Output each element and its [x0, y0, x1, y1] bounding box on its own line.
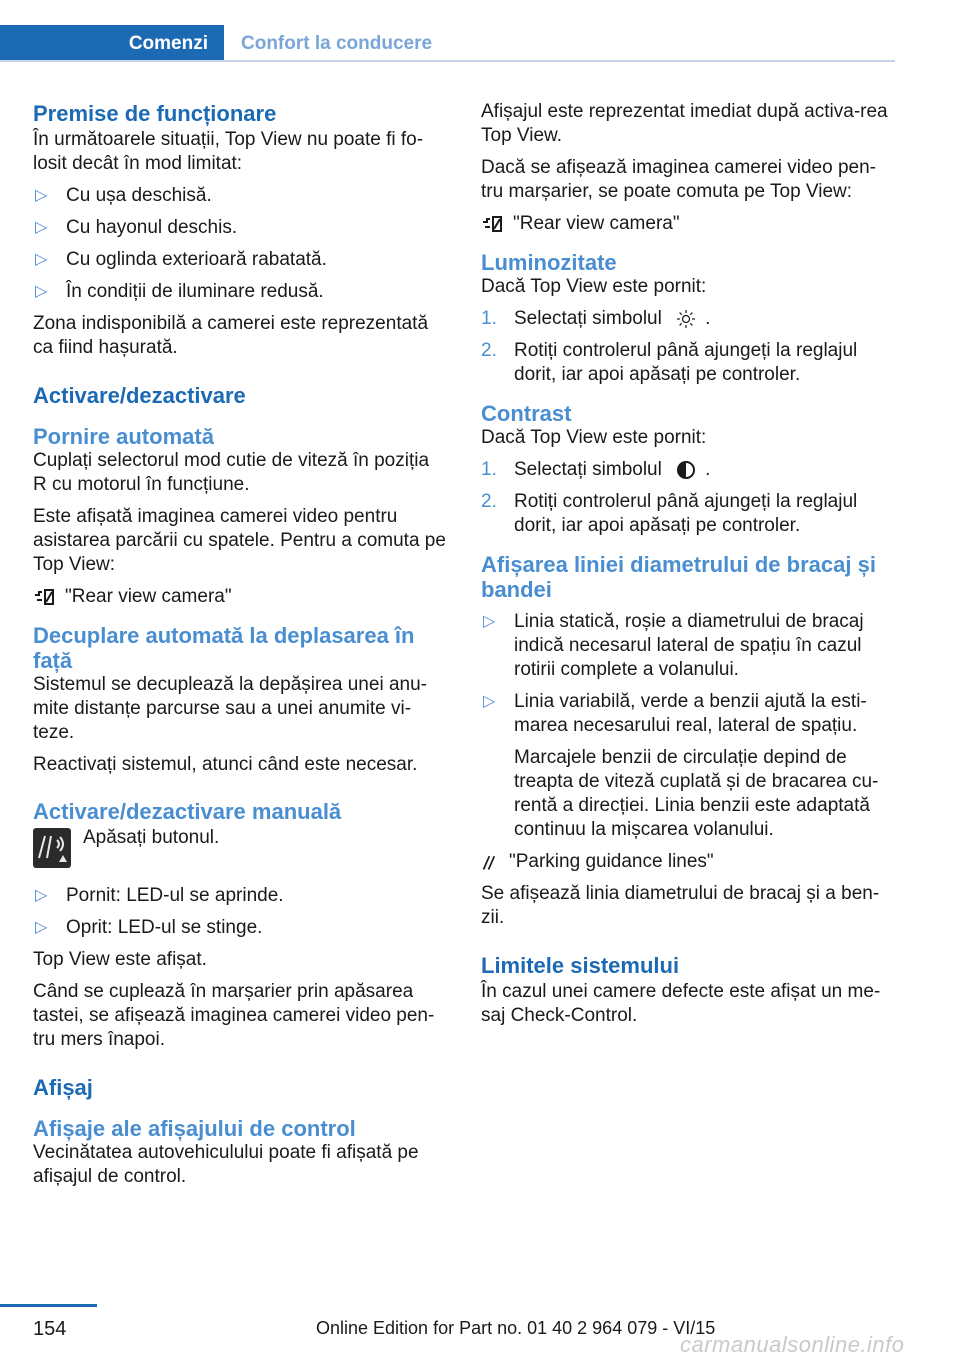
paragraph-daca: Dacă se afișează imaginea camerei video pen-tru marșarier, se poate comuta pe Top View:: [481, 157, 876, 202]
heading-activare: Activare/dezactivare: [33, 383, 246, 408]
watermark: carmanualsonline.info: [680, 1332, 905, 1357]
menu-rear-view-camera: [33, 585, 447, 609]
heading-liniei: Afișarea liniei diametrului de bracaj și bandei: [481, 552, 876, 602]
list-item: ▷ Cu hayonul deschis.: [35, 217, 238, 238]
step-item: 1. Selectați simbolul .: [481, 459, 711, 480]
contrast-icon: [675, 459, 697, 481]
paragraph-afisajul: Afișajul este reprezentat imediat după activa-rea Top View.: [481, 101, 888, 146]
header-tab-active: [0, 25, 224, 62]
list-item: ▷ Linia statică, roșie a diametrului de bracaj indică necesarul lateral de spațiu în cazul rotirii complete a volanului.: [483, 611, 864, 680]
paragraph-premise: În următoarele situații, Top View nu poate fi fo-losit decât în mod limitat:: [33, 129, 424, 174]
left-column: [33, 100, 447, 1189]
heading-contrast: Contrast: [481, 401, 572, 426]
heading-decuplare: Decuplare automată la deplasarea în față: [33, 623, 415, 673]
bullet-triangle-icon: ▷: [35, 887, 48, 904]
paragraph-in-cazul: În cazul unei camere defecte este afișat un me-saj Check-Control.: [481, 981, 881, 1026]
heading-manuala: Activare/dezactivare manuală: [33, 799, 342, 824]
bullet-triangle-icon: ▷: [35, 219, 48, 236]
bullet-triangle-icon: ▷: [35, 187, 48, 204]
paragraph-afisat: Top View este afișat.: [33, 949, 207, 970]
list-led: [33, 884, 447, 940]
edition-text: Online Edition for Part no. 01 40 2 964 079 - VI/15: [316, 1318, 716, 1338]
paragraph-vecinatatea: Vecinătatea autovehiculului poate fi afișată pe afișajul de control.: [33, 1142, 419, 1187]
list-item: ▷ Cu oglinda exterioară rabatată.: [35, 249, 327, 270]
camera-icon: [481, 213, 505, 235]
header-tab-active-label: Comenzi: [128, 32, 208, 54]
page-number: 154: [33, 1318, 67, 1340]
heading-pornire: Pornire automată: [33, 424, 214, 449]
footer-rule: [0, 1304, 97, 1307]
paragraph-decupleaza: Sistemul se decuplează la depășirea unei anu-mite distanțe parcurse sau a unei anumite vi-teze.: [33, 674, 427, 743]
right-column: [481, 100, 895, 1028]
step-number: 1.: [481, 459, 497, 480]
list-item: ▷ Linia variabilă, verde a benzii ajută la esti-marea necesarului real, lateral de spațiu.: [483, 691, 867, 736]
camera-icon: [33, 586, 57, 608]
step-item: 2. Rotiți controlerul până ajungeți la reglajul dorit, iar apoi apăsați pe controler.: [481, 340, 858, 385]
heading-afisaj: Afișaj: [33, 1075, 93, 1100]
step-number: 2.: [481, 491, 497, 512]
bullet-triangle-icon: ▷: [35, 919, 48, 936]
bullet-triangle-icon: ▷: [483, 613, 496, 630]
paragraph-daca-top-1: Dacă Top View este pornit:: [481, 276, 707, 297]
bullet-triangle-icon: ▷: [35, 283, 48, 300]
paragraph-cuplati: Cuplați selectorul mod cutie de viteză în poziția R cu motorul în funcțiune.: [33, 450, 430, 495]
bullet-triangle-icon: ▷: [35, 251, 48, 268]
list-item: ▷ Cu ușa deschisă.: [35, 185, 212, 206]
heading-afisaje: Afișaje ale afișajului de control: [33, 1116, 356, 1141]
heading-premise: Premise de funcționare: [33, 101, 277, 126]
step-item: 1. Selectați simbolul .: [481, 308, 711, 329]
list-item: ▷ Oprit: LED-ul se stinge.: [35, 917, 263, 938]
header-tab-inactive-label: Confort la conducere: [241, 32, 433, 54]
menu-rear-view-camera-label: "Rear view camera": [65, 586, 232, 607]
paragraph-se-afiseaza: Se afișează linia diametrului de bracaj și a ben-zii.: [481, 883, 880, 928]
list-item: ▷ Pornit: LED-ul se aprinde.: [35, 885, 284, 906]
step-item: 2. Rotiți controlerul până ajungeți la reglajul dorit, iar apoi apăsați pe controler.: [481, 491, 858, 536]
menu-rear-view-camera-label: "Rear view camera": [513, 213, 680, 234]
paragraph-marcajele: Marcajele benzii de circulație depind de treapta de viteză cuplată și de bracarea cu-rentă a direcției. Linia benzii este adaptată continuu la mișcarea volanului.: [514, 747, 879, 840]
step-number: 1.: [481, 308, 497, 329]
parking-button-icon: [33, 828, 71, 868]
brightness-icon: [675, 308, 697, 330]
menu-parking-guidance-lines: [481, 850, 895, 874]
paragraph-daca-top-2: Dacă Top View este pornit:: [481, 427, 707, 448]
heading-limitele: Limitele sistemului: [481, 953, 680, 978]
menu-parking-guidance-lines-label: "Parking guidance lines": [509, 851, 714, 872]
paragraph-apasati: Apăsați butonul.: [83, 827, 220, 848]
bullet-triangle-icon: ▷: [483, 693, 496, 710]
heading-luminozitate: Luminozitate: [481, 250, 617, 275]
paragraph-afisata: Este afișată imaginea camerei video pentru asistarea parcării cu spatele. Pentru a comuta pe Top View:: [33, 506, 446, 575]
list-item: ▷ În condiții de iluminare redusă.: [35, 281, 324, 302]
paragraph-reactivati: Reactivați sistemul, atunci când este necesar.: [33, 754, 418, 775]
list-premise: [33, 184, 447, 304]
header-rule: [0, 60, 895, 62]
step-number: 2.: [481, 340, 497, 361]
menu-rear-view-camera-2: [481, 212, 895, 236]
paragraph-cand: Când se cuplează în marșarier prin apăsarea tastei, se afișează imaginea camerei video pen-tru mers înapoi.: [33, 981, 435, 1050]
header-tab-inactive: [241, 25, 432, 62]
paragraph-zona: Zona indisponibilă a camerei este reprezentată ca fiind hașurată.: [33, 313, 429, 358]
parking-lines-icon: [481, 851, 501, 873]
